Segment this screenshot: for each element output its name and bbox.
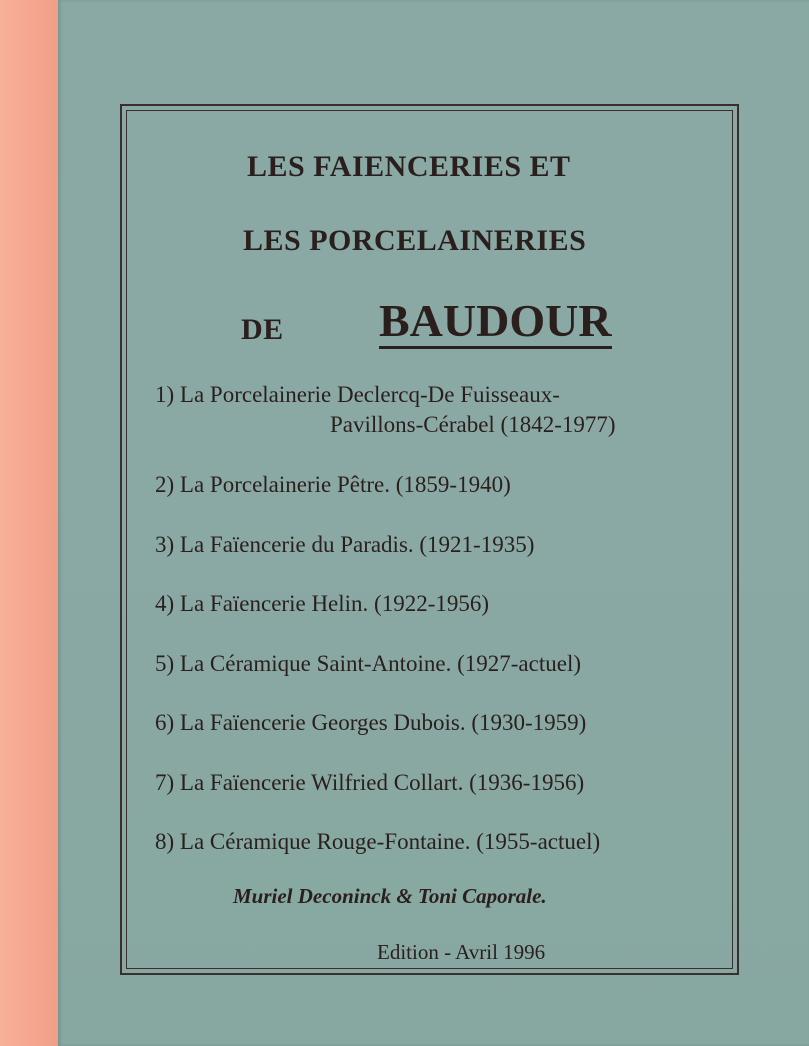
list-item-4: 4) La Faïencerie Helin. (1922-1956)	[155, 591, 490, 616]
list-item-2: 2) La Porcelainerie Pêtre. (1859-1940)	[155, 472, 511, 497]
title-place-baudour: BAUDOUR	[379, 296, 612, 349]
list-item-3: 3) La Faïencerie du Paradis. (1921-1935)	[155, 532, 535, 557]
list-item-1b: Pavillons-Cérabel (1842-1977)	[330, 412, 616, 437]
list-item-6: 6) La Faïencerie Georges Dubois. (1930-1959)	[155, 710, 587, 735]
list-item-8: 8) La Céramique Rouge-Fontaine. (1955-actuel)	[155, 829, 601, 854]
title-line-2: LES PORCELAINERIES	[243, 224, 587, 257]
title-de: DE	[241, 313, 284, 346]
book-spine-edge	[0, 0, 58, 1046]
authors-line: Muriel Deconinck & Toni Caporale.	[233, 884, 547, 908]
title-line-1: LES FAIENCERIES ET	[247, 150, 571, 183]
edition-line: Edition - Avril 1996	[377, 940, 546, 964]
list-item-1a: 1) La Porcelainerie Declercq-De Fuisseaux-	[155, 382, 560, 407]
list-item-5: 5) La Céramique Saint-Antoine. (1927-actuel)	[155, 651, 581, 676]
list-item-7: 7) La Faïencerie Wilfried Collart. (1936-1956)	[155, 770, 585, 795]
